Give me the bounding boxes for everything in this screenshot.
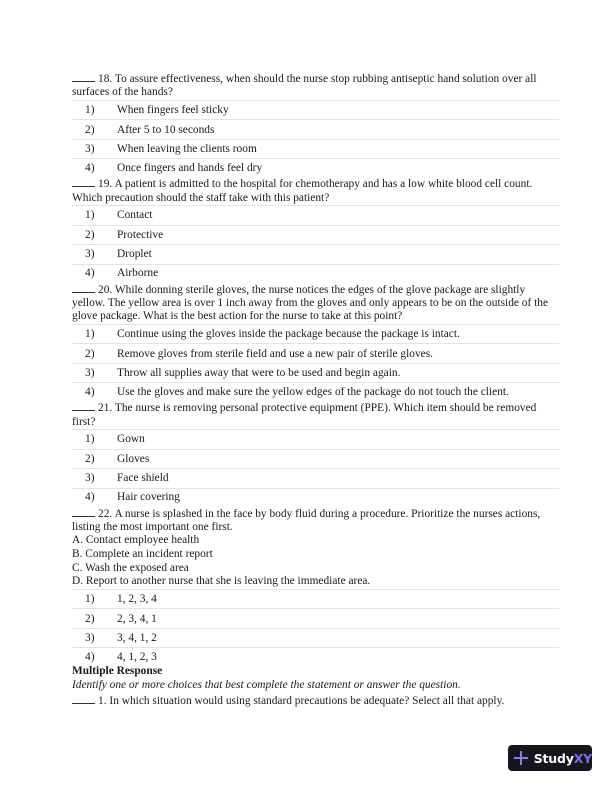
question-text: While donning sterile gloves, the nurse notices the edges of the glove package are slightly yellow. The yellow area is over 1 inch away from the gloves and only appears to be on the outside of the glove package. What is the best action for the nurse to take at this point? xyxy=(72,283,549,323)
choice-number: 4) xyxy=(85,650,95,663)
question-20 xyxy=(72,282,559,401)
section-instructions: Identify one or more choices that best complete the statement or answer the question. xyxy=(72,678,461,691)
answer-blank[interactable] xyxy=(72,176,95,187)
choice-item[interactable] xyxy=(72,647,559,665)
question-22 xyxy=(72,506,559,666)
choice-number: 3) xyxy=(85,632,95,645)
studyxy-badge[interactable] xyxy=(508,745,592,771)
choice-item[interactable] xyxy=(72,429,559,449)
choice-list xyxy=(72,100,559,177)
choice-item[interactable] xyxy=(72,468,559,488)
choice-text: 4, 1, 2, 3 xyxy=(117,650,157,663)
choice-number: 4) xyxy=(85,267,95,280)
choice-item[interactable] xyxy=(72,628,559,648)
choice-number: 2) xyxy=(85,123,95,136)
question-number: 22. xyxy=(98,507,113,520)
priority-option-d: D. Report to another nurse that she is leaving the immediate area. xyxy=(72,575,371,588)
document-page xyxy=(72,71,559,708)
question-18 xyxy=(72,71,559,176)
choice-item[interactable] xyxy=(72,264,559,282)
question-number: 21. xyxy=(98,402,113,415)
choice-item[interactable] xyxy=(72,139,559,159)
question-number: 18. xyxy=(98,73,113,85)
answer-blank[interactable] xyxy=(72,71,95,82)
choice-number: 1) xyxy=(85,209,95,222)
choice-item[interactable] xyxy=(72,343,559,363)
choice-item[interactable] xyxy=(72,205,559,225)
question-number: 19. xyxy=(98,178,113,191)
choice-list xyxy=(72,429,559,506)
question-text: A patient is admitted to the hospital for chemotherapy and has a low white blood cell count. Which precaution should the staff take with this patient? xyxy=(72,178,533,204)
choice-item[interactable] xyxy=(72,363,559,383)
choice-item[interactable] xyxy=(72,488,559,506)
mr-question-1 xyxy=(72,693,559,708)
choice-text: Gown xyxy=(117,433,145,446)
brand-accent: XY xyxy=(573,750,592,766)
choice-number: 2) xyxy=(85,347,95,360)
choice-text: Droplet xyxy=(117,248,152,261)
section-title: Multiple Response xyxy=(72,665,163,678)
answer-blank[interactable] xyxy=(72,282,95,293)
question-number: 20. xyxy=(98,283,113,296)
question-text: The nurse is removing personal protective equipment (PPE). Which item should be removed first? xyxy=(72,402,537,428)
choice-item[interactable] xyxy=(72,225,559,245)
choice-number: 1) xyxy=(85,593,95,606)
choice-number: 4) xyxy=(85,385,95,398)
choice-number: 4) xyxy=(85,491,95,504)
choice-text: Continue using the gloves inside the package because the package is intact. xyxy=(117,328,460,341)
choice-number: 2) xyxy=(85,452,95,465)
choice-text: Hair covering xyxy=(117,491,180,504)
question-text: In which situation would using standard precautions be adequate? Select all that apply. xyxy=(109,694,505,707)
choice-text: 3, 4, 1, 2 xyxy=(117,632,157,645)
choice-text: When leaving the clients room xyxy=(117,143,257,156)
answer-blank[interactable] xyxy=(72,400,95,411)
choice-item[interactable] xyxy=(72,589,559,609)
choice-number: 3) xyxy=(85,143,95,156)
choice-number: 3) xyxy=(85,248,95,261)
priority-option-a: A. Contact employee health xyxy=(72,534,200,547)
choice-item[interactable] xyxy=(72,244,559,264)
question-text: A nurse is splashed in the face by body fluid during a procedure. Prioritize the nurses actions, listing the most important one first. xyxy=(72,507,541,534)
choice-item[interactable] xyxy=(72,119,559,139)
choice-number: 3) xyxy=(85,367,95,380)
choice-item[interactable] xyxy=(72,100,559,120)
choice-text: When fingers feel sticky xyxy=(117,104,229,117)
question-number: 1. xyxy=(98,694,107,707)
choice-text: Airborne xyxy=(117,267,159,280)
choice-number: 1) xyxy=(85,328,95,341)
multiple-response-section xyxy=(72,665,559,708)
choice-text: After 5 to 10 seconds xyxy=(117,123,215,136)
priority-option-c: C. Wash the exposed area xyxy=(72,561,189,574)
choice-number: 1) xyxy=(85,433,95,446)
choice-item[interactable] xyxy=(72,324,559,344)
choice-item[interactable] xyxy=(72,608,559,628)
choice-text: Remove gloves from sterile field and use a new pair of sterile gloves. xyxy=(117,347,433,360)
answer-blank[interactable] xyxy=(72,506,95,517)
choice-item[interactable] xyxy=(72,158,559,176)
choice-number: 2) xyxy=(85,228,95,241)
choice-text: Protective xyxy=(117,228,164,241)
brand-main: Study xyxy=(533,750,574,766)
choice-list xyxy=(72,324,559,401)
choice-list xyxy=(72,589,559,666)
choice-text: Once fingers and hands feel dry xyxy=(117,161,263,174)
question-text: To assure effectiveness, when should the nurse stop rubbing antiseptic hand solution over all surfaces of the hands? xyxy=(72,73,537,99)
brand-logo-text xyxy=(534,751,592,766)
choice-text: 2, 3, 4, 1 xyxy=(117,612,157,625)
question-19 xyxy=(72,176,559,281)
question-21 xyxy=(72,400,559,505)
answer-blank[interactable] xyxy=(72,693,95,704)
choice-number: 4) xyxy=(85,161,95,174)
priority-option-b: B. Complete an incident report xyxy=(72,548,213,561)
choice-text: 1, 2, 3, 4 xyxy=(117,593,157,606)
choice-number: 2) xyxy=(85,612,95,625)
plus-icon xyxy=(514,751,528,765)
choice-number: 1) xyxy=(85,104,95,117)
choice-number: 3) xyxy=(85,472,95,485)
choice-text: Gloves xyxy=(117,452,150,465)
choice-text: Use the gloves and make sure the yellow edges of the package do not touch the client. xyxy=(117,385,509,398)
choice-item[interactable] xyxy=(72,382,559,400)
choice-item[interactable] xyxy=(72,449,559,469)
choice-text: Throw all supplies away that were to be used and begin again. xyxy=(117,367,401,380)
choice-text: Contact xyxy=(117,209,153,222)
choice-text: Face shield xyxy=(117,472,169,485)
choice-list xyxy=(72,205,559,282)
